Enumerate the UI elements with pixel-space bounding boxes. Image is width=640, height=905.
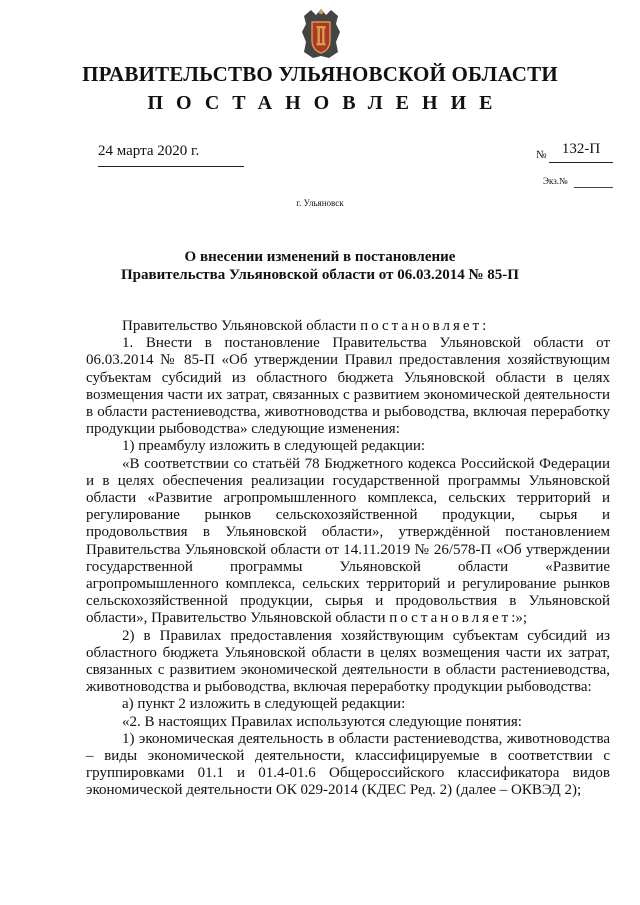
paragraph-6: «2. В настоящих Правилах используются следующие понятия: [122,713,522,730]
coat-of-arms-icon [298,6,344,62]
copy-number-label: Экз.№ [543,176,568,186]
paragraph-7: 1) экономическая деятельность в области растениеводства, животноводства – виды экономической деятельности, классифицируемые в соответствии с группировками 01.1 и 01.4-01.6 Общероссийского классификатора видов экономической деятельности ОК 029-2014 (КДЕС Ред. 2) (далее – ОКВЭД 2); [86,730,610,799]
government-title: ПРАВИТЕЛЬСТВО УЛЬЯНОВСКОЙ ОБЛАСТИ [82,62,558,86]
city: г. Ульяновск [296,198,344,208]
paragraph-5: а) пункт 2 изложить в следующей редакции: [122,696,406,713]
copy-number-field [574,176,613,188]
subject-line-1: О внесении изменений в постановление [184,249,456,265]
document-body [86,318,610,800]
document-subject [100,248,540,284]
paragraph-3-suffix: :»; [511,610,528,627]
number-label: № [536,149,547,161]
document-type-title: ПОСТАНОВЛЕНИЕ [147,92,506,114]
paragraph-3-spaced: постановляет [389,610,512,627]
paragraph-3 [86,456,610,628]
paragraph-0-text: Правительство Ульяновской области [122,318,361,334]
paragraph-0 [86,318,610,335]
paragraph-2: 1) преамбулу изложить в следующей редакции: [122,438,426,455]
subject-line-2: Правительства Ульяновской области от 06.03.2014 № 85-П [121,267,519,283]
document-number: 132-П [549,138,613,163]
paragraph-0-suffix: : [482,318,487,334]
document-date: 24 марта 2020 г. [98,140,244,167]
paragraph-0-spaced: постановляет [360,318,483,334]
paragraph-3-text: «В соответствии со статьёй 78 Бюджетного кодекса Российской Федерации и в целях обеспечения реализации государственной программы Ульяновской области «Развитие агропромышленного комплекса, сельских территорий и регулирование рынков сельскохозяйственной продукции, сырья и продовольствия в Ульяновской области», утверждённой постановлением Правительства Ульяновской области от 14.11.2019 № 26/578-П «Об утверждении государственной программы Ульяновской области «Развитие агропромышленного комплекса, сельских территорий и регулирование рынков сельскохозяйственной продукции, сырья и продовольствия в Ульяновской области», Правительство Ульяновской области [86,455,610,627]
paragraph-1: 1. Внести в постановление Правительства Ульяновской области от 06.03.2014 № 85-П «Об утверждении Правил предоставления хозяйствующим субъектам субсидий из областного бюджета Ульяновской области в целях возмещения части их затрат, связанных с развитием экономической деятельности в области растениеводства, животноводства и рыбоводства, включая переработку продукции рыбоводства» следующие изменения: [86,335,610,438]
paragraph-4: 2) в Правилах предоставления хозяйствующим субъектам субсидий из областного бюджета Ульяновской области в целях возмещения части их затрат, связанных с развитием экономической деятельности в области растениеводства, животноводства и рыбоводства, включая переработку продукции рыбоводства: [86,627,610,696]
